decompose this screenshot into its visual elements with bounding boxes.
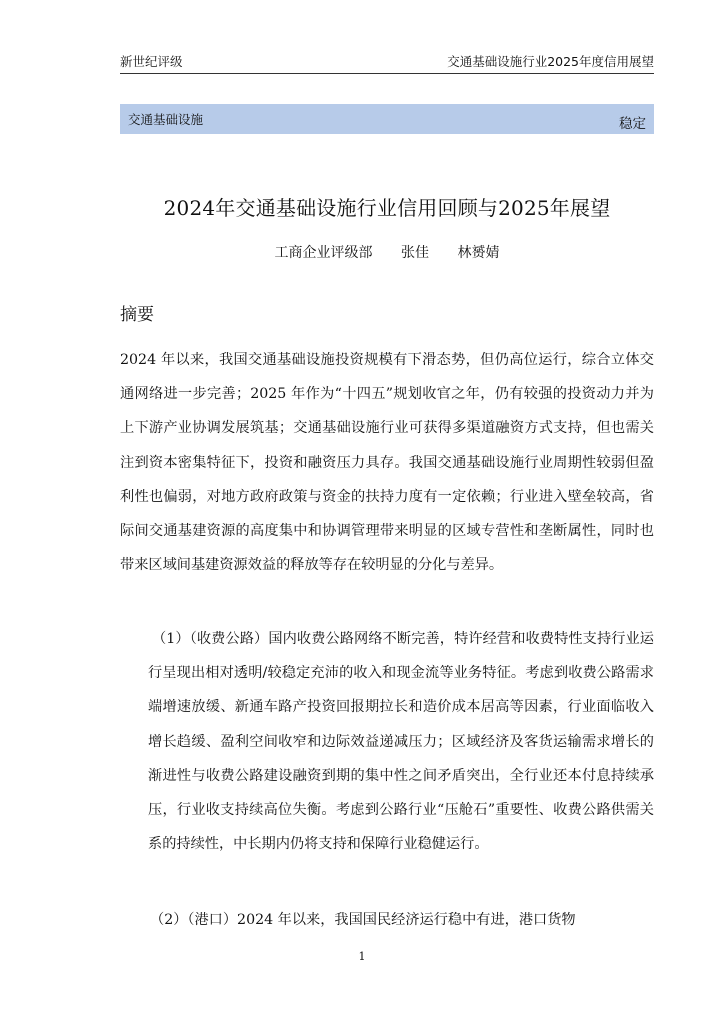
toll-road-paragraph: （1）（收费公路）国内收费公路网络不断完善，特许经营和收费特性支持行业运行呈现出相对透明/较稳定充沛的收入和现金流等业务特征。考虑到收费公路需求端增速放缓、新通车路产投资回报期拉长和造价成本居高等因素，行业面临收入增长趋缓、盈利空间收窄和边际效益递减压力；区域经济及客货运输需求增长的渐进性与收费公路建设融资到期的集中性之间矛盾突出，全行业还本付息持续承压，行业收支持续高位失衡。考虑到公路行业“压舱石”重要性、收费公路供需关系的持续性，中长期内仍将支持和保障行业稳健运行。 [148,631,654,853]
authors-line [120,242,654,262]
sector-name: 交通基础设施 [128,112,204,127]
document-title: 2024年交通基础设施行业信用回顾与2025年展望 [163,196,611,220]
author-name: 张佳 [401,245,429,261]
abstract-heading: 摘要 [120,305,154,325]
page-header [120,52,654,74]
author-name: 林赟婧 [457,245,500,261]
header-org-name: 新世纪评级 [120,54,183,69]
sector-band [120,104,654,134]
outlook-rating: 稳定 [619,116,646,132]
abstract-paragraph: 2024 年以来，我国交通基础设施投资规模有下滑态势，但仍高位运行，综合立体交通网络进一步完善；2025 年作为“十四五”规划收官之年，仍有较强的投资动力并为上下游产业协调发展筑基；交通基础设施行业可获得多渠道融资方式支持，但也需关注到资本密集特征下，投资和融资压力具存。我国交通基础设施行业周期性较弱但盈利性也偏弱，对地方政府政策与资金的扶持力度有一定依赖；行业进入壁垒较高，省际间交通基建资源的高度集中和协调管理带来明显的区域专营性和垄断属性，同时也带来区域间基建资源效益的释放等存在较明显的分化与差异。 [120,352,654,574]
port-paragraph: （2）（港口）2024 年以来，我国国民经济运行稳中有进，港口货物 [150,912,576,928]
header-report-title: 交通基础设施行业2025年度信用展望 [447,54,654,69]
page-number: 1 [358,950,366,963]
author-department: 工商企业评级部 [274,245,373,261]
